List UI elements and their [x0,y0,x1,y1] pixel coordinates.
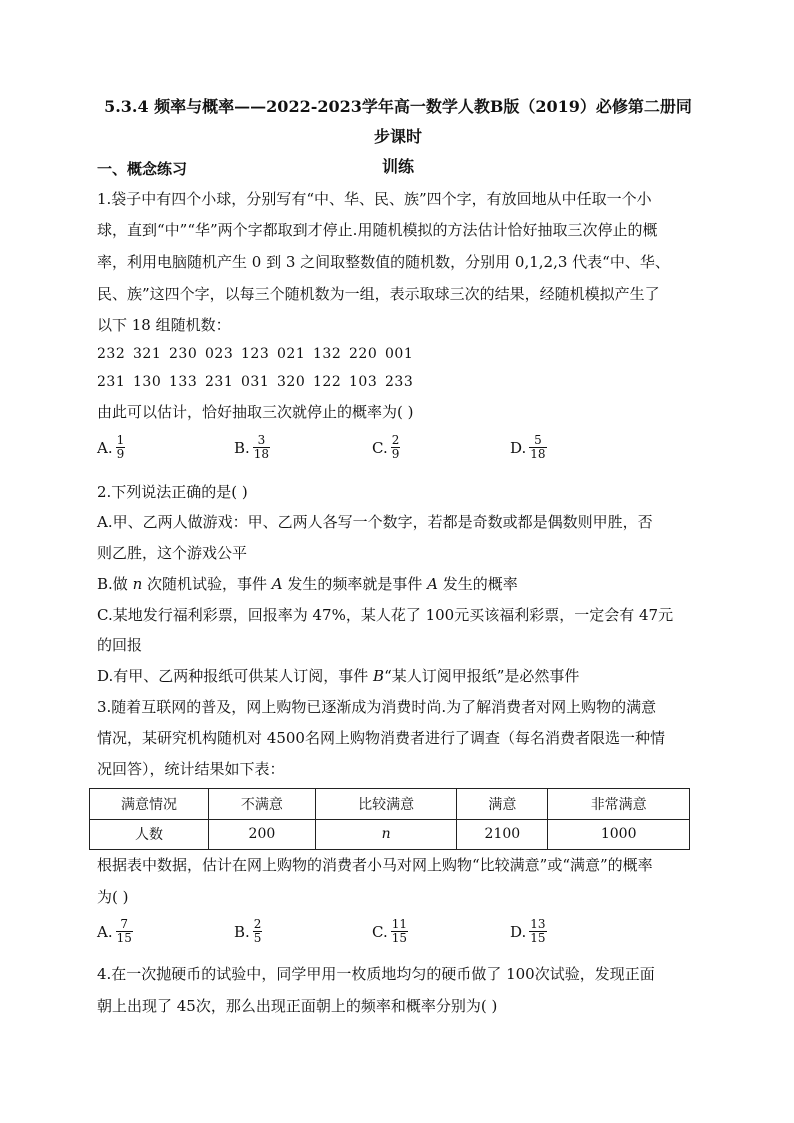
q1-line-1: 1.袋子中有四个小球，分别写有“中、华、民、族”四个字，有放回地从中任取一个小 [97,190,652,208]
q1-option-a[interactable] [97,434,125,461]
random-number: 001 [385,346,414,362]
variable: n [381,826,391,843]
random-number: 231 [97,374,126,390]
q4-line-2: 朝上出现了 45次，那么出现正面朝上的频率和概率分别为( ) [97,997,498,1015]
random-number: 233 [385,374,414,390]
text: 发生的概率 [438,575,518,593]
q3-line-1: 3.随着互联网的普及，网上购物已逐渐成为消费时尚.为了解消费者对网上购物的满意 [97,698,657,716]
table-cell: 人数 [90,819,209,850]
random-number: 232 [97,346,126,362]
fraction: $\frac{2}{9}$ [391,433,400,461]
fraction: $\frac{2}{5}$ [253,917,262,945]
option-label: A. [97,922,113,941]
option-label: A. [97,438,113,457]
q3-option-d[interactable] [510,918,547,945]
random-number: 021 [277,346,306,362]
text: “某人订阅甲报纸”是必然事件 [384,667,580,685]
option-label: D. [510,438,527,457]
option-label: B. [234,922,250,941]
table-cell: 不满意 [209,789,316,820]
random-number: 220 [349,346,378,362]
table-cell: 比较满意 [315,789,457,820]
random-number: 321 [133,346,162,362]
title-line-1: 5.3.4 频率与概率——2022-2023学年高一数学人教B版（2019）必修第二册同步课时 [104,97,692,146]
option-label: B. [234,438,250,457]
q2-option-d[interactable] [97,665,579,686]
random-number: 123 [241,346,270,362]
q3-question-line-1: 根据表中数据，估计在网上购物的消费者小马对网上购物“比较满意”或“满意”的概率 [97,856,653,874]
q1-line-5: 以下 18 组随机数： [97,316,231,334]
random-number: 132 [313,346,342,362]
variable: n [132,575,143,593]
q2-option-a-line-1[interactable]: A.甲、乙两人做游戏：甲、乙两人各写一个数字，若都是奇数或都是偶数则甲胜，否 [97,513,653,531]
option-label: C. [372,922,388,941]
fraction: $\frac{7}{15}$ [116,917,132,945]
fraction: $\frac{3}{18}$ [253,433,270,461]
q2-stem: 2.下列说法正确的是( ) [97,483,248,501]
table-cell: 满意 [457,789,548,820]
table-header-row [90,789,690,820]
q1-option-b[interactable] [234,434,270,461]
q2-option-b[interactable] [97,573,518,594]
random-number: 122 [313,374,342,390]
title-line-2: 训练 [381,157,414,176]
variable: B [373,667,385,685]
fraction: $\frac{11}{15}$ [391,917,407,945]
q1-line-4: 民、族”这四个字，以每三个随机数为一组，表示取球三次的结果，经随机模拟产生了 [97,285,660,303]
q3-option-a[interactable] [97,918,133,945]
random-number: 130 [133,374,162,390]
variable: A [271,575,283,593]
table-cell: 1000 [548,819,690,850]
random-number: 320 [277,374,306,390]
option-label: D. [510,922,527,941]
random-number: 133 [169,374,198,390]
q4-line-1: 4.在一次抛硬币的试验中，同学甲用一枚质地均匀的硬币做了 100次试验，发现正面 [97,965,655,983]
random-number: 023 [205,346,234,362]
q3-option-b[interactable] [234,918,262,945]
fraction: $\frac{5}{18}$ [530,433,546,461]
table-cell [315,819,457,850]
q3-line-2: 情况，某研究机构随机对 4500名网上购物消费者进行了调查（每名消费者限选一种情 [97,729,665,747]
option-label: C. [372,438,388,457]
random-number: 230 [169,346,198,362]
table-cell: 非常满意 [548,789,690,820]
document-title [98,92,698,182]
text: D.有甲、乙两种报纸可供某人订阅，事件 [97,667,374,685]
table-cell: 满意情况 [90,789,209,820]
q1-stem-end: 由此可以估计，恰好抽取三次就停止的概率为( ) [97,403,414,421]
random-number: 103 [349,374,378,390]
q3-line-3: 况回答），统计结果如下表： [97,760,285,778]
q2-option-c-line-1[interactable]: C.某地发行福利彩票，回报率为 47%，某人花了 100元买该福利彩票，一定会有 47元 [97,606,674,624]
table-row [90,819,690,850]
random-number: 031 [241,374,270,390]
fraction: $\frac{13}{15}$ [530,917,546,945]
text: 发生的频率就是事件 [282,575,428,593]
table-cell: 200 [209,819,316,850]
text: 次随机试验，事件 [142,575,272,593]
q2-option-a-line-2: 则乙胜，这个游戏公平 [97,544,248,562]
random-number: 231 [205,374,234,390]
fraction: $\frac{1}{9}$ [116,433,125,461]
q1-option-d[interactable] [510,434,547,461]
q2-option-c-line-2: 的回报 [97,636,143,654]
text: B.做 [97,575,133,593]
q1-line-3: 率，利用电脑随机产生 0 到 3 之间取整数值的随机数，分别用 0,1,2,3 代表“中、华、 [97,253,670,271]
variable: A [427,575,439,593]
section-heading: 一、概念练习 [97,160,188,178]
q1-line-2: 球，直到“中”“华”两个字都取到才停止.用随机模拟的方法估计恰好抽取三次停止的概 [97,221,658,239]
q3-question-line-2: 为( ) [97,888,129,906]
q1-option-c[interactable] [372,434,400,461]
survey-table [89,788,690,850]
q3-option-c[interactable] [372,918,408,945]
table-cell: 2100 [457,819,548,850]
